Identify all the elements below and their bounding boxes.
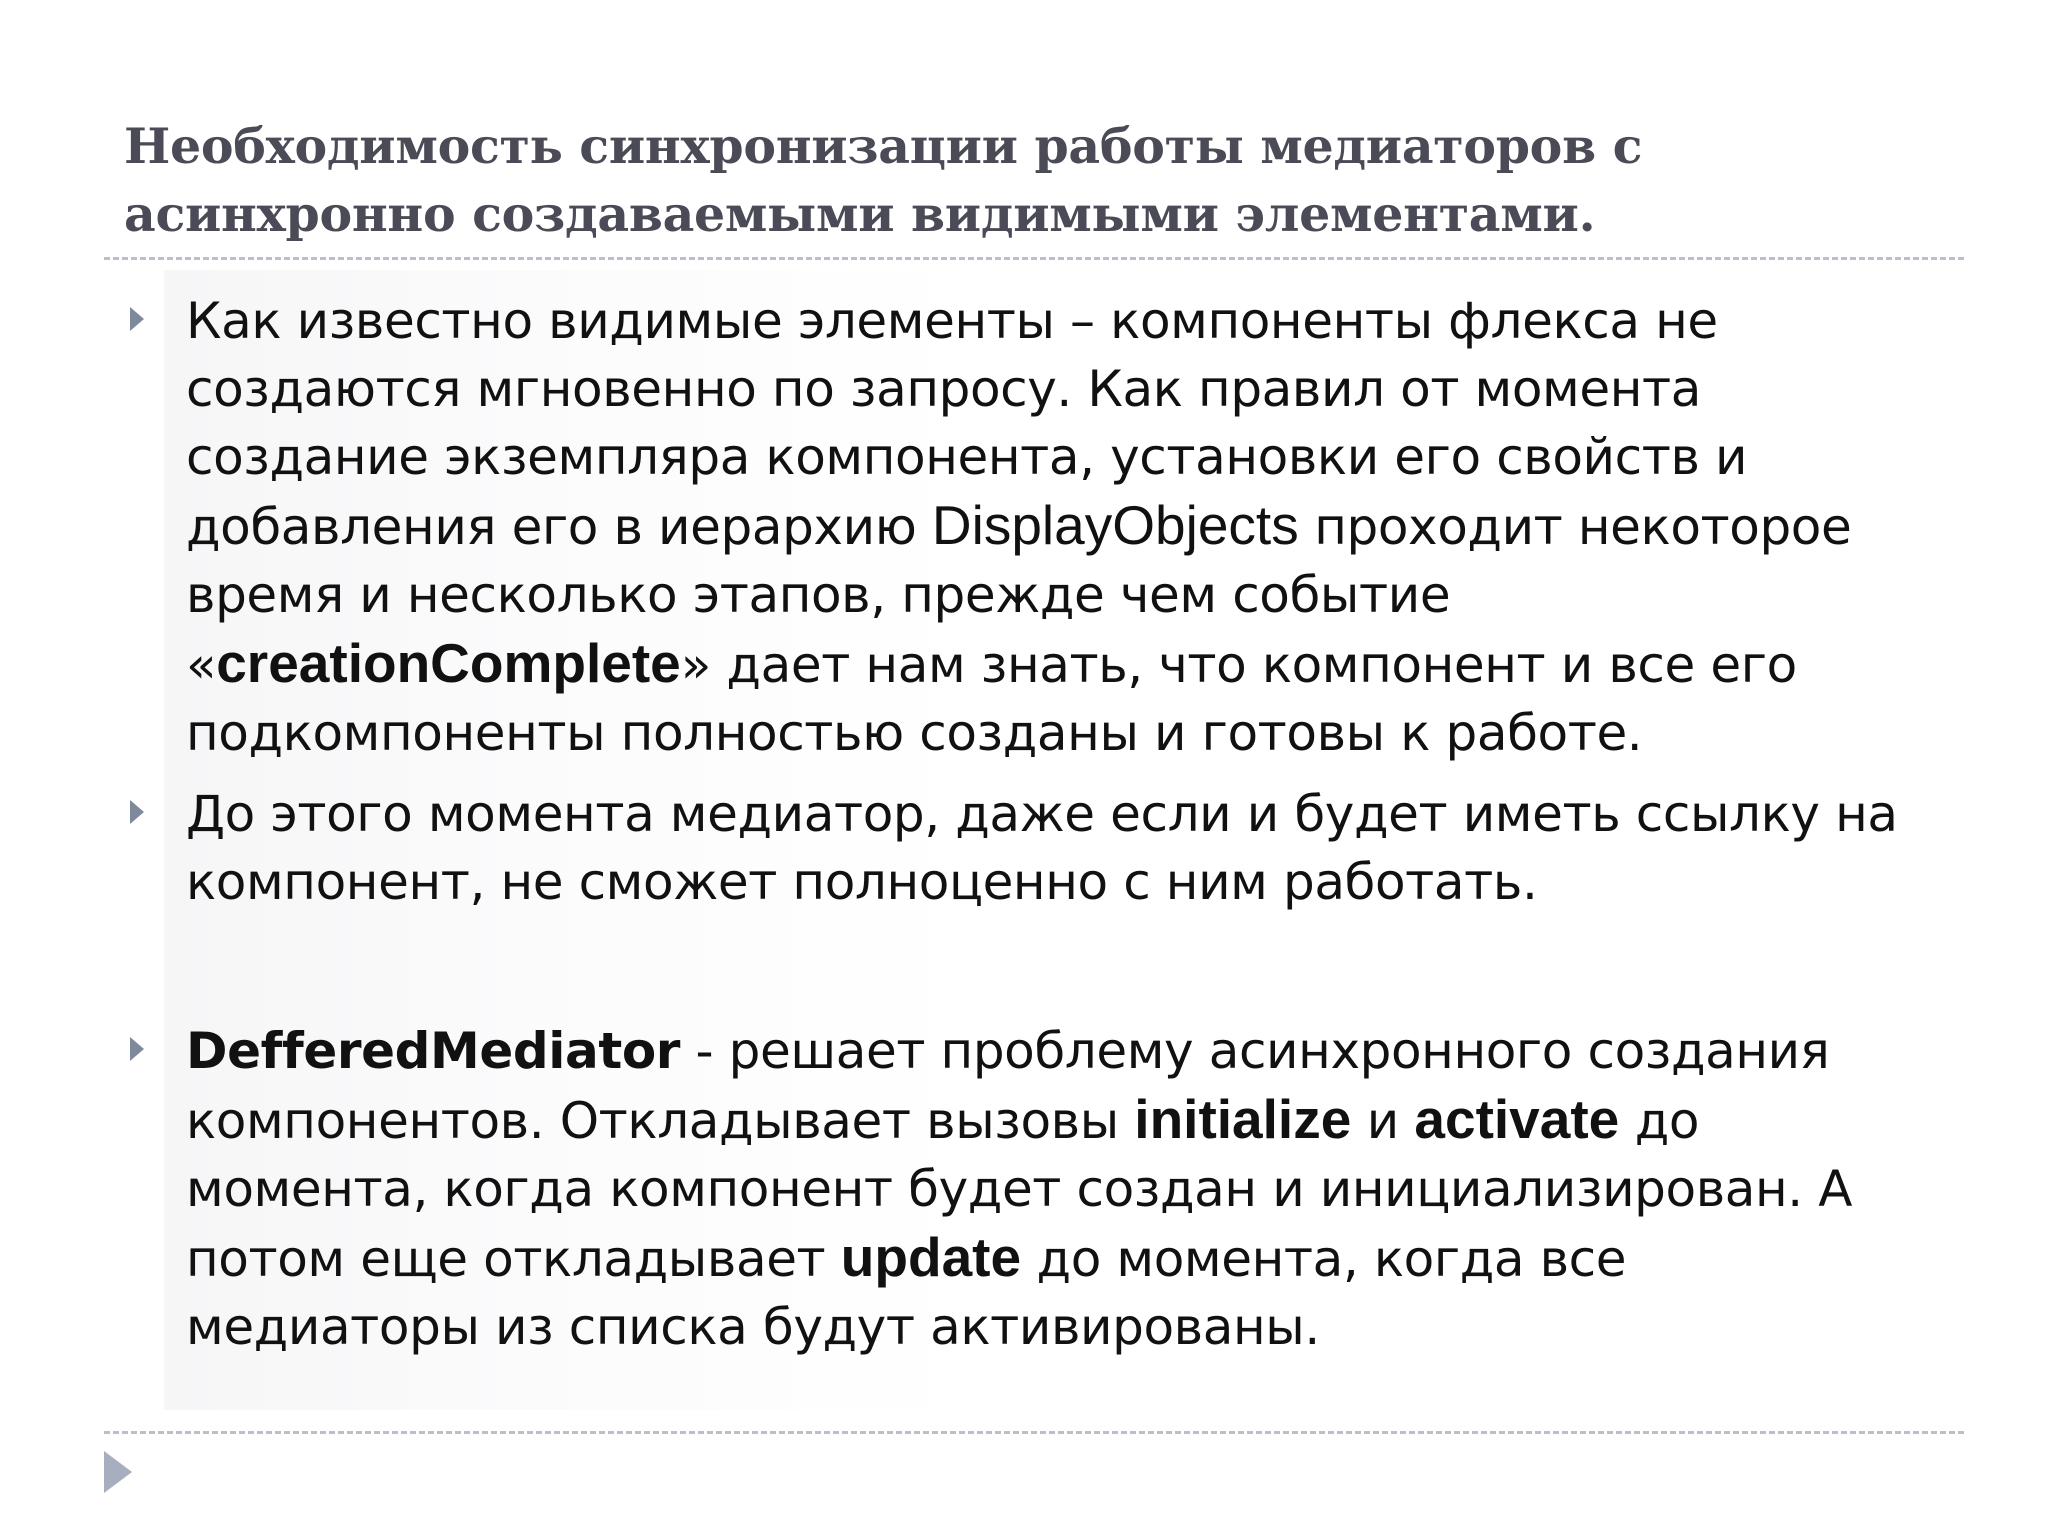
bullet2-line-1: До этого момента медиатор, даже если и будет иметь ссылку на xyxy=(186,785,1898,843)
bullet-text-2 xyxy=(186,780,1946,916)
bullet1-line-6-rest: » дает нам знать, что компонент и все его xyxy=(680,636,1797,694)
bullet1-line-3: создание экземпляра компонента, установки его свойств и xyxy=(186,428,1748,486)
creationcomplete-term: creationComplete xyxy=(216,632,681,694)
triangle-right-icon xyxy=(104,1451,132,1493)
slide-title xyxy=(124,112,1924,248)
triangle-right-icon xyxy=(130,1037,144,1061)
bullet3-line-5: медиаторы из списка будут активированы. xyxy=(186,1298,1320,1356)
initialize-term: initialize xyxy=(1134,1088,1352,1150)
open-quote: « xyxy=(186,636,217,694)
bullet1-line-4-rest: проходит некоторое xyxy=(1298,498,1852,556)
update-term: update xyxy=(840,1226,1022,1288)
defferedmediator-term: DefferedMediator xyxy=(186,1022,681,1080)
title-line-1: Необходимость синхронизации работы медиаторов с xyxy=(124,117,1643,175)
bullet3-line-4-text: потом еще откладывает xyxy=(186,1230,841,1288)
activate-term: activate xyxy=(1414,1088,1620,1150)
bullet3-line-4 xyxy=(186,1223,1946,1293)
displayobjects-term: DisplayObjects xyxy=(931,494,1299,556)
bullet1-line-4-text: добавления его в иерархию xyxy=(186,498,932,556)
triangle-right-icon xyxy=(130,800,144,824)
bullet3-line-2-text: компонентов. Откладывает вызовы xyxy=(186,1092,1135,1150)
bullet-text-3 xyxy=(186,1017,1946,1361)
bullet3-line-4-rest: до момента, когда все xyxy=(1021,1230,1627,1288)
bullet1-line-7: подкомпоненты полностью созданы и готовы к работе. xyxy=(186,704,1643,762)
top-divider xyxy=(104,257,1964,260)
bullet1-line-5: время и несколько этапов, прежде чем событие xyxy=(186,566,1451,624)
bullet3-line-2 xyxy=(186,1085,1946,1155)
bullet1-line-6 xyxy=(186,629,1946,699)
bullet1-line-4 xyxy=(186,491,1946,561)
bullet3-line-2-rest: до xyxy=(1619,1092,1700,1150)
bullet3-conjunction: и xyxy=(1351,1092,1415,1150)
bullet3-line-1-rest: - решает проблему асинхронного создания xyxy=(680,1022,1830,1080)
bottom-divider xyxy=(104,1431,1964,1434)
bullet3-line-1 xyxy=(186,1017,1946,1085)
title-line-2: асинхронно создаваемыми видимыми элементами. xyxy=(124,185,1596,243)
triangle-right-icon xyxy=(130,307,144,331)
bullet2-line-2: компонент, не сможет полноценно с ним работать. xyxy=(186,853,1538,911)
bullet1-line-1: Как известно видимые элементы – компоненты флекса не xyxy=(186,292,1718,350)
bullet3-line-3: момента, когда компонент будет создан и инициализирован. А xyxy=(186,1160,1853,1218)
bullet-text-1 xyxy=(186,287,1946,767)
bullet1-line-2: создаются мгновенно по запросу. Как правил от момента xyxy=(186,360,1701,418)
